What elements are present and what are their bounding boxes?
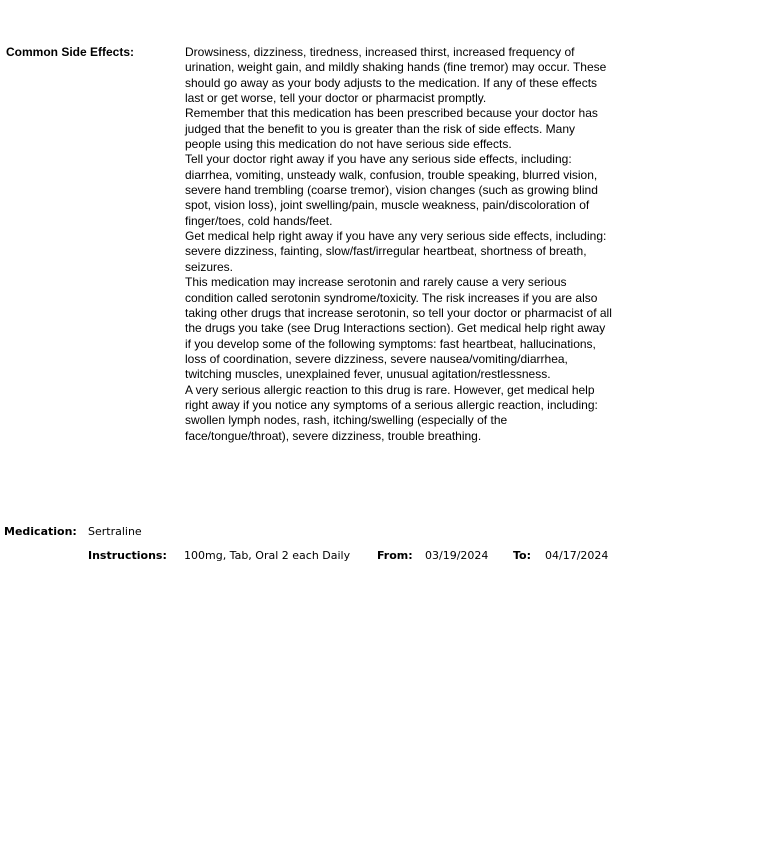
side-effects-paragraph: A very serious allergic reaction to this drug is rare. However, get medical help right away if you notice any symptoms of a serious allergic reaction, including: swollen lymph nodes, rash, itching/swelling (especially of the face/tongue/throat), severe dizziness, trouble breathing. [185, 382, 598, 443]
from-date: 03/19/2024 [425, 549, 489, 562]
to-date: 04/17/2024 [545, 549, 609, 562]
side-effects-text [185, 45, 613, 444]
side-effects-paragraph: Get medical help right away if you have any very serious side effects, including: severe dizziness, fainting, slow/fast/irregular heartbeat, shortness of breath, seizures. [185, 229, 607, 274]
side-effects-paragraph: Drowsiness, dizziness, tiredness, increased thirst, increased frequency of urination, weight gain, and mildly shaking hands (fine tremor) may occur. These should go away as your body adjusts to the medication. If any of these effects last or get worse, tell your doctor or pharmacist promptly. [185, 45, 607, 106]
side-effects-paragraph: Remember that this medication has been prescribed because your doctor has judged that the benefit to you is greater than the risk of side effects. Many people using this medication do not have serious side effects. [185, 106, 598, 152]
instructions-label: Instructions: [88, 549, 167, 562]
instructions-value: 100mg, Tab, Oral 2 each Daily [184, 549, 351, 562]
side-effects-paragraph: This medication may increase serotonin and rarely cause a very serious condition called serotonin syndrome/toxicity. The risk increases if you are also taking other drugs that increase serotonin, so tell your doctor or pharmacist of all the drugs you take (see Drug Interactions section). Get medical help right away if you develop some of the following symptoms: fast heartbeat, hallucinations, loss of coordination, severe dizziness, severe nausea/vomiting/diarrhea, twitching muscles, unexplained fever, unusual agitation/restlessness. [185, 275, 612, 382]
from-label: From: [377, 549, 413, 562]
medication-label: Medication: [4, 525, 77, 538]
side-effects-label: Common Side Effects: [6, 45, 135, 59]
medication-name: Sertraline [88, 525, 142, 538]
side-effects-paragraph: Tell your doctor right away if you have any serious side effects, including: diarrhea, vomiting, unsteady walk, confusion, trouble speaking, blurred vision, severe hand trembling (coarse tremor), vision changes (such as growing blind spot, vision loss), joint swelling/pain, muscle weakness, pain/discoloration of finger/toes, cold hands/feet. [185, 152, 598, 228]
to-label: To: [513, 549, 531, 562]
